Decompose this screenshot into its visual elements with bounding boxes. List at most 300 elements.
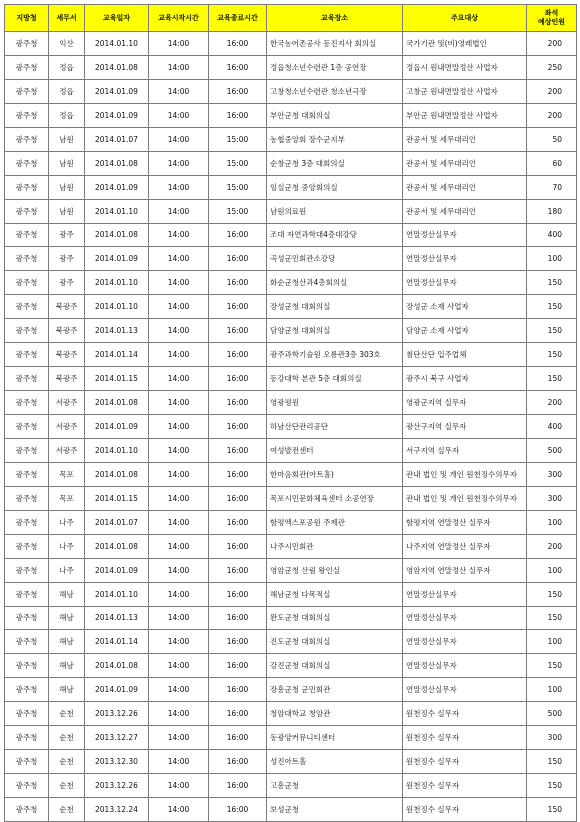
cell-end-time: 16:00 <box>209 582 267 606</box>
cell-region-office: 광주청 <box>5 151 49 175</box>
cell-location: 하남산단관리공단 <box>267 415 403 439</box>
cell-edu-date: 2014.01.09 <box>85 103 149 127</box>
cell-seats: 300 <box>527 726 577 750</box>
cell-tax-office: 순천 <box>49 774 85 798</box>
cell-location: 한마음회관(아트홀) <box>267 462 403 486</box>
cell-tax-office: 정읍 <box>49 79 85 103</box>
cell-start-time: 14:00 <box>149 391 209 415</box>
table-row <box>5 367 577 391</box>
cell-end-time: 16:00 <box>209 510 267 534</box>
cell-end-time: 15:00 <box>209 151 267 175</box>
cell-target: 관공서 및 세무대리인 <box>403 175 527 199</box>
cell-target: 원천징수 실무자 <box>403 750 527 774</box>
table-row <box>5 319 577 343</box>
cell-seats: 500 <box>527 702 577 726</box>
cell-location: 영광평원 <box>267 391 403 415</box>
cell-seats: 150 <box>527 343 577 367</box>
cell-location: 해남군청 다목적실 <box>267 582 403 606</box>
cell-region-office: 광주청 <box>5 103 49 127</box>
header-location: 교육장소 <box>267 5 403 32</box>
cell-end-time: 16:00 <box>209 367 267 391</box>
cell-tax-office: 순천 <box>49 702 85 726</box>
cell-end-time: 15:00 <box>209 175 267 199</box>
table-row <box>5 750 577 774</box>
cell-end-time: 16:00 <box>209 486 267 510</box>
table-row <box>5 486 577 510</box>
table-row <box>5 702 577 726</box>
cell-end-time: 16:00 <box>209 103 267 127</box>
cell-location: 완도군청 대회의실 <box>267 606 403 630</box>
cell-target: 관공서 및 세무대리인 <box>403 199 527 223</box>
cell-edu-date: 2014.01.10 <box>85 199 149 223</box>
cell-region-office: 광주청 <box>5 55 49 79</box>
cell-end-time: 15:00 <box>209 127 267 151</box>
cell-end-time: 16:00 <box>209 223 267 247</box>
cell-end-time: 16:00 <box>209 702 267 726</box>
cell-region-office: 광주청 <box>5 774 49 798</box>
cell-edu-date: 2014.01.14 <box>85 343 149 367</box>
cell-target: 부안군 원내면말정산 사업자 <box>403 103 527 127</box>
cell-start-time: 14:00 <box>149 750 209 774</box>
cell-end-time: 16:00 <box>209 750 267 774</box>
cell-location: 임실군청 중앙회의실 <box>267 175 403 199</box>
cell-seats: 100 <box>527 247 577 271</box>
cell-location: 청암대학교 청암관 <box>267 702 403 726</box>
cell-tax-office: 남원 <box>49 199 85 223</box>
cell-end-time: 16:00 <box>209 55 267 79</box>
cell-target: 원천징수 실무자 <box>403 774 527 798</box>
cell-start-time: 14:00 <box>149 582 209 606</box>
cell-target: 원천징수 실무자 <box>403 798 527 822</box>
cell-location: 정읍청소년수련관 1층 공연장 <box>267 55 403 79</box>
cell-target: 원천징수 실무자 <box>403 702 527 726</box>
cell-target: 연말정산실무자 <box>403 606 527 630</box>
cell-seats: 150 <box>527 654 577 678</box>
cell-edu-date: 2014.01.14 <box>85 630 149 654</box>
cell-seats: 500 <box>527 438 577 462</box>
cell-end-time: 16:00 <box>209 606 267 630</box>
cell-tax-office: 북광주 <box>49 343 85 367</box>
cell-location: 남원의료원 <box>267 199 403 223</box>
table-row <box>5 630 577 654</box>
table-header-row <box>5 5 577 32</box>
table-row <box>5 391 577 415</box>
cell-target: 나주지역 연말정산 실무자 <box>403 534 527 558</box>
table-row <box>5 654 577 678</box>
table-row <box>5 223 577 247</box>
cell-region-office: 광주청 <box>5 391 49 415</box>
cell-start-time: 14:00 <box>149 702 209 726</box>
cell-target: 관내 법인 및 개인 원천징수의무자 <box>403 462 527 486</box>
cell-start-time: 14:00 <box>149 678 209 702</box>
cell-tax-office: 해남 <box>49 654 85 678</box>
cell-target: 연말정산실무자 <box>403 630 527 654</box>
cell-location: 곡성군민회관소강당 <box>267 247 403 271</box>
cell-tax-office: 목포 <box>49 486 85 510</box>
cell-start-time: 14:00 <box>149 486 209 510</box>
cell-end-time: 16:00 <box>209 774 267 798</box>
cell-end-time: 16:00 <box>209 295 267 319</box>
cell-start-time: 14:00 <box>149 367 209 391</box>
table-row <box>5 678 577 702</box>
cell-region-office: 광주청 <box>5 367 49 391</box>
cell-edu-date: 2013.12.30 <box>85 750 149 774</box>
table-row <box>5 798 577 822</box>
table-row <box>5 151 577 175</box>
cell-start-time: 14:00 <box>149 79 209 103</box>
cell-target: 영암지역 연말정산 실무자 <box>403 558 527 582</box>
cell-region-office: 광주청 <box>5 606 49 630</box>
header-end-time: 교육종료시간 <box>209 5 267 32</box>
cell-target: 연말정산실무자 <box>403 247 527 271</box>
cell-start-time: 14:00 <box>149 606 209 630</box>
cell-start-time: 14:00 <box>149 175 209 199</box>
table-row <box>5 247 577 271</box>
cell-target: 연말정산실무자 <box>403 654 527 678</box>
cell-target: 정읍시 원내면말정산 사업자 <box>403 55 527 79</box>
cell-end-time: 16:00 <box>209 415 267 439</box>
cell-location: 목포시민문화체육센터 소공연장 <box>267 486 403 510</box>
cell-tax-office: 북광주 <box>49 367 85 391</box>
cell-start-time: 14:00 <box>149 558 209 582</box>
cell-edu-date: 2014.01.08 <box>85 223 149 247</box>
cell-start-time: 14:00 <box>149 319 209 343</box>
cell-start-time: 14:00 <box>149 510 209 534</box>
cell-tax-office: 광주 <box>49 247 85 271</box>
cell-seats: 150 <box>527 319 577 343</box>
cell-tax-office: 북광주 <box>49 295 85 319</box>
cell-edu-date: 2014.01.07 <box>85 127 149 151</box>
cell-start-time: 14:00 <box>149 223 209 247</box>
cell-edu-date: 2014.01.08 <box>85 151 149 175</box>
cell-start-time: 14:00 <box>149 438 209 462</box>
header-edu-date: 교육일자 <box>85 5 149 32</box>
cell-region-office: 광주청 <box>5 319 49 343</box>
cell-tax-office: 광주 <box>49 223 85 247</box>
cell-end-time: 16:00 <box>209 534 267 558</box>
cell-edu-date: 2014.01.09 <box>85 247 149 271</box>
cell-location: 부안군청 대회의실 <box>267 103 403 127</box>
cell-tax-office: 북광주 <box>49 319 85 343</box>
cell-edu-date: 2014.01.10 <box>85 582 149 606</box>
cell-edu-date: 2013.12.27 <box>85 726 149 750</box>
table-row <box>5 175 577 199</box>
cell-location: 함평엑스포공원 주제관 <box>267 510 403 534</box>
cell-end-time: 16:00 <box>209 271 267 295</box>
cell-target: 장성군 소재 사업자 <box>403 295 527 319</box>
cell-start-time: 14:00 <box>149 247 209 271</box>
cell-target: 함평지역 연말정산 실무자 <box>403 510 527 534</box>
cell-region-office: 광주청 <box>5 223 49 247</box>
cell-edu-date: 2014.01.10 <box>85 295 149 319</box>
cell-region-office: 광주청 <box>5 486 49 510</box>
cell-target: 연말정산실무자 <box>403 223 527 247</box>
cell-location: 성진아트홀 <box>267 750 403 774</box>
cell-end-time: 16:00 <box>209 558 267 582</box>
cell-end-time: 16:00 <box>209 247 267 271</box>
cell-seats: 150 <box>527 606 577 630</box>
cell-region-office: 광주청 <box>5 726 49 750</box>
cell-location: 담양군청 대회의실 <box>267 319 403 343</box>
cell-start-time: 14:00 <box>149 271 209 295</box>
cell-end-time: 15:00 <box>209 199 267 223</box>
cell-location: 광주과학기술원 오룡관3층 303호 <box>267 343 403 367</box>
cell-seats: 150 <box>527 271 577 295</box>
cell-region-office: 광주청 <box>5 798 49 822</box>
cell-start-time: 14:00 <box>149 726 209 750</box>
table-row <box>5 462 577 486</box>
cell-region-office: 광주청 <box>5 79 49 103</box>
cell-location: 한국농어촌공사 동진지사 회의실 <box>267 32 403 56</box>
cell-location: 장성군청 대회의실 <box>267 295 403 319</box>
cell-tax-office: 해남 <box>49 606 85 630</box>
cell-tax-office: 남원 <box>49 175 85 199</box>
cell-target: 광산구지역 실무자 <box>403 415 527 439</box>
cell-start-time: 14:00 <box>149 343 209 367</box>
cell-end-time: 16:00 <box>209 798 267 822</box>
cell-seats: 200 <box>527 79 577 103</box>
header-seats: 좌석 예상인원 <box>527 5 577 32</box>
cell-tax-office: 나주 <box>49 558 85 582</box>
table-row <box>5 726 577 750</box>
cell-seats: 300 <box>527 462 577 486</box>
cell-location: 순창군청 3층 대회의실 <box>267 151 403 175</box>
cell-target: 연말정산실무자 <box>403 271 527 295</box>
cell-edu-date: 2014.01.08 <box>85 391 149 415</box>
cell-edu-date: 2013.12.24 <box>85 798 149 822</box>
table-body <box>5 32 577 822</box>
cell-tax-office: 해남 <box>49 678 85 702</box>
table-row <box>5 774 577 798</box>
cell-edu-date: 2014.01.08 <box>85 462 149 486</box>
cell-region-office: 광주청 <box>5 462 49 486</box>
cell-location: 고흥군청 <box>267 774 403 798</box>
table-row <box>5 32 577 56</box>
cell-seats: 400 <box>527 415 577 439</box>
cell-start-time: 14:00 <box>149 32 209 56</box>
cell-end-time: 16:00 <box>209 630 267 654</box>
cell-region-office: 광주청 <box>5 438 49 462</box>
cell-region-office: 광주청 <box>5 510 49 534</box>
cell-tax-office: 서광주 <box>49 391 85 415</box>
cell-seats: 200 <box>527 103 577 127</box>
cell-end-time: 16:00 <box>209 462 267 486</box>
cell-target: 첨단산단 입주업체 <box>403 343 527 367</box>
cell-start-time: 14:00 <box>149 798 209 822</box>
cell-target: 서구지역 실무자 <box>403 438 527 462</box>
cell-edu-date: 2014.01.08 <box>85 654 149 678</box>
cell-seats: 100 <box>527 678 577 702</box>
cell-location: 나주시민회관 <box>267 534 403 558</box>
cell-target: 관내 법인 및 개인 원천징수의무자 <box>403 486 527 510</box>
cell-edu-date: 2014.01.09 <box>85 415 149 439</box>
header-region-office: 지방청 <box>5 5 49 32</box>
table-row <box>5 415 577 439</box>
cell-tax-office: 순천 <box>49 798 85 822</box>
cell-target: 관공서 및 세무대리인 <box>403 127 527 151</box>
cell-edu-date: 2014.01.08 <box>85 534 149 558</box>
cell-end-time: 16:00 <box>209 79 267 103</box>
cell-edu-date: 2014.01.10 <box>85 271 149 295</box>
cell-seats: 150 <box>527 798 577 822</box>
cell-tax-office: 광주 <box>49 271 85 295</box>
cell-seats: 150 <box>527 582 577 606</box>
cell-start-time: 14:00 <box>149 151 209 175</box>
cell-region-office: 광주청 <box>5 702 49 726</box>
cell-end-time: 16:00 <box>209 319 267 343</box>
cell-location: 보성군청 <box>267 798 403 822</box>
cell-edu-date: 2014.01.07 <box>85 510 149 534</box>
table-row <box>5 558 577 582</box>
cell-target: 연말정산실무자 <box>403 582 527 606</box>
cell-seats: 100 <box>527 558 577 582</box>
cell-tax-office: 서광주 <box>49 415 85 439</box>
cell-end-time: 16:00 <box>209 678 267 702</box>
cell-target: 고창군 원내면말정산 사업자 <box>403 79 527 103</box>
cell-start-time: 14:00 <box>149 55 209 79</box>
cell-target: 관공서 및 세무대리인 <box>403 151 527 175</box>
cell-region-office: 광주청 <box>5 343 49 367</box>
cell-location: 강진군청 대회의실 <box>267 654 403 678</box>
table-row <box>5 199 577 223</box>
cell-location: 농협중앙회 장수군지부 <box>267 127 403 151</box>
table-row <box>5 438 577 462</box>
cell-region-office: 광주청 <box>5 750 49 774</box>
cell-edu-date: 2014.01.15 <box>85 486 149 510</box>
cell-tax-office: 해남 <box>49 630 85 654</box>
cell-location: 조대 자연과학대4층대강당 <box>267 223 403 247</box>
cell-target: 연말정산실무자 <box>403 678 527 702</box>
table-row <box>5 582 577 606</box>
cell-start-time: 14:00 <box>149 630 209 654</box>
cell-target: 원천징수 실무자 <box>403 726 527 750</box>
cell-location: 화순군청산과4층회의실 <box>267 271 403 295</box>
cell-target: 영광군지역 실무자 <box>403 391 527 415</box>
cell-region-office: 광주청 <box>5 247 49 271</box>
cell-region-office: 광주청 <box>5 295 49 319</box>
cell-location: 동강대학 본관 5층 대회의실 <box>267 367 403 391</box>
cell-start-time: 14:00 <box>149 534 209 558</box>
cell-end-time: 16:00 <box>209 654 267 678</box>
cell-end-time: 16:00 <box>209 343 267 367</box>
cell-edu-date: 2014.01.10 <box>85 32 149 56</box>
cell-seats: 150 <box>527 774 577 798</box>
cell-region-office: 광주청 <box>5 558 49 582</box>
cell-start-time: 14:00 <box>149 295 209 319</box>
cell-target: 담양군 소재 사업자 <box>403 319 527 343</box>
table-row <box>5 606 577 630</box>
cell-seats: 150 <box>527 367 577 391</box>
cell-tax-office: 순천 <box>49 750 85 774</box>
cell-edu-date: 2013.12.26 <box>85 774 149 798</box>
cell-start-time: 14:00 <box>149 415 209 439</box>
cell-edu-date: 2014.01.13 <box>85 606 149 630</box>
cell-location: 여성발전센터 <box>267 438 403 462</box>
cell-location: 동광양커뮤니티센터 <box>267 726 403 750</box>
cell-target: 국가기관 및(비)영레법인 <box>403 32 527 56</box>
table-row <box>5 127 577 151</box>
cell-end-time: 16:00 <box>209 391 267 415</box>
table-row <box>5 295 577 319</box>
schedule-sheet <box>4 4 576 822</box>
cell-start-time: 14:00 <box>149 654 209 678</box>
cell-edu-date: 2014.01.09 <box>85 79 149 103</box>
cell-end-time: 16:00 <box>209 726 267 750</box>
cell-region-office: 광주청 <box>5 582 49 606</box>
cell-target: 광주시 북구 사업자 <box>403 367 527 391</box>
cell-region-office: 광주청 <box>5 32 49 56</box>
cell-start-time: 14:00 <box>149 103 209 127</box>
cell-tax-office: 남원 <box>49 151 85 175</box>
table-row <box>5 79 577 103</box>
cell-location: 진도군청 대회의실 <box>267 630 403 654</box>
cell-tax-office: 남원 <box>49 127 85 151</box>
cell-edu-date: 2014.01.09 <box>85 678 149 702</box>
cell-region-office: 광주청 <box>5 630 49 654</box>
cell-seats: 400 <box>527 223 577 247</box>
cell-tax-office: 정읍 <box>49 103 85 127</box>
cell-seats: 100 <box>527 510 577 534</box>
cell-seats: 50 <box>527 127 577 151</box>
cell-edu-date: 2014.01.09 <box>85 175 149 199</box>
cell-region-office: 광주청 <box>5 199 49 223</box>
cell-edu-date: 2014.01.15 <box>85 367 149 391</box>
cell-tax-office: 정읍 <box>49 55 85 79</box>
cell-seats: 180 <box>527 199 577 223</box>
table-row <box>5 271 577 295</box>
cell-seats: 200 <box>527 32 577 56</box>
header-target: 주요대상 <box>403 5 527 32</box>
cell-start-time: 14:00 <box>149 199 209 223</box>
education-schedule-table <box>4 4 577 822</box>
table-row <box>5 534 577 558</box>
header-start-time: 교육시작시간 <box>149 5 209 32</box>
cell-edu-date: 2014.01.10 <box>85 438 149 462</box>
cell-region-office: 광주청 <box>5 415 49 439</box>
cell-seats: 200 <box>527 391 577 415</box>
cell-seats: 70 <box>527 175 577 199</box>
cell-edu-date: 2014.01.09 <box>85 558 149 582</box>
table-row <box>5 510 577 534</box>
cell-region-office: 광주청 <box>5 654 49 678</box>
cell-location: 영암군청 산림 왕인실 <box>267 558 403 582</box>
table-row <box>5 55 577 79</box>
cell-region-office: 광주청 <box>5 534 49 558</box>
table-row <box>5 103 577 127</box>
cell-region-office: 광주청 <box>5 127 49 151</box>
cell-tax-office: 순천 <box>49 726 85 750</box>
cell-seats: 300 <box>527 486 577 510</box>
cell-seats: 60 <box>527 151 577 175</box>
cell-start-time: 14:00 <box>149 462 209 486</box>
cell-seats: 150 <box>527 295 577 319</box>
table-row <box>5 343 577 367</box>
cell-region-office: 광주청 <box>5 271 49 295</box>
cell-region-office: 광주청 <box>5 175 49 199</box>
cell-tax-office: 나주 <box>49 534 85 558</box>
cell-location: 장흥군청 군민회관 <box>267 678 403 702</box>
cell-tax-office: 서광주 <box>49 438 85 462</box>
cell-edu-date: 2014.01.13 <box>85 319 149 343</box>
cell-location: 고창청소년수련관 청소년극장 <box>267 79 403 103</box>
cell-edu-date: 2013.12.26 <box>85 702 149 726</box>
cell-end-time: 16:00 <box>209 32 267 56</box>
cell-start-time: 14:00 <box>149 127 209 151</box>
cell-tax-office: 익산 <box>49 32 85 56</box>
cell-end-time: 16:00 <box>209 438 267 462</box>
header-tax-office: 세무서 <box>49 5 85 32</box>
cell-seats: 250 <box>527 55 577 79</box>
